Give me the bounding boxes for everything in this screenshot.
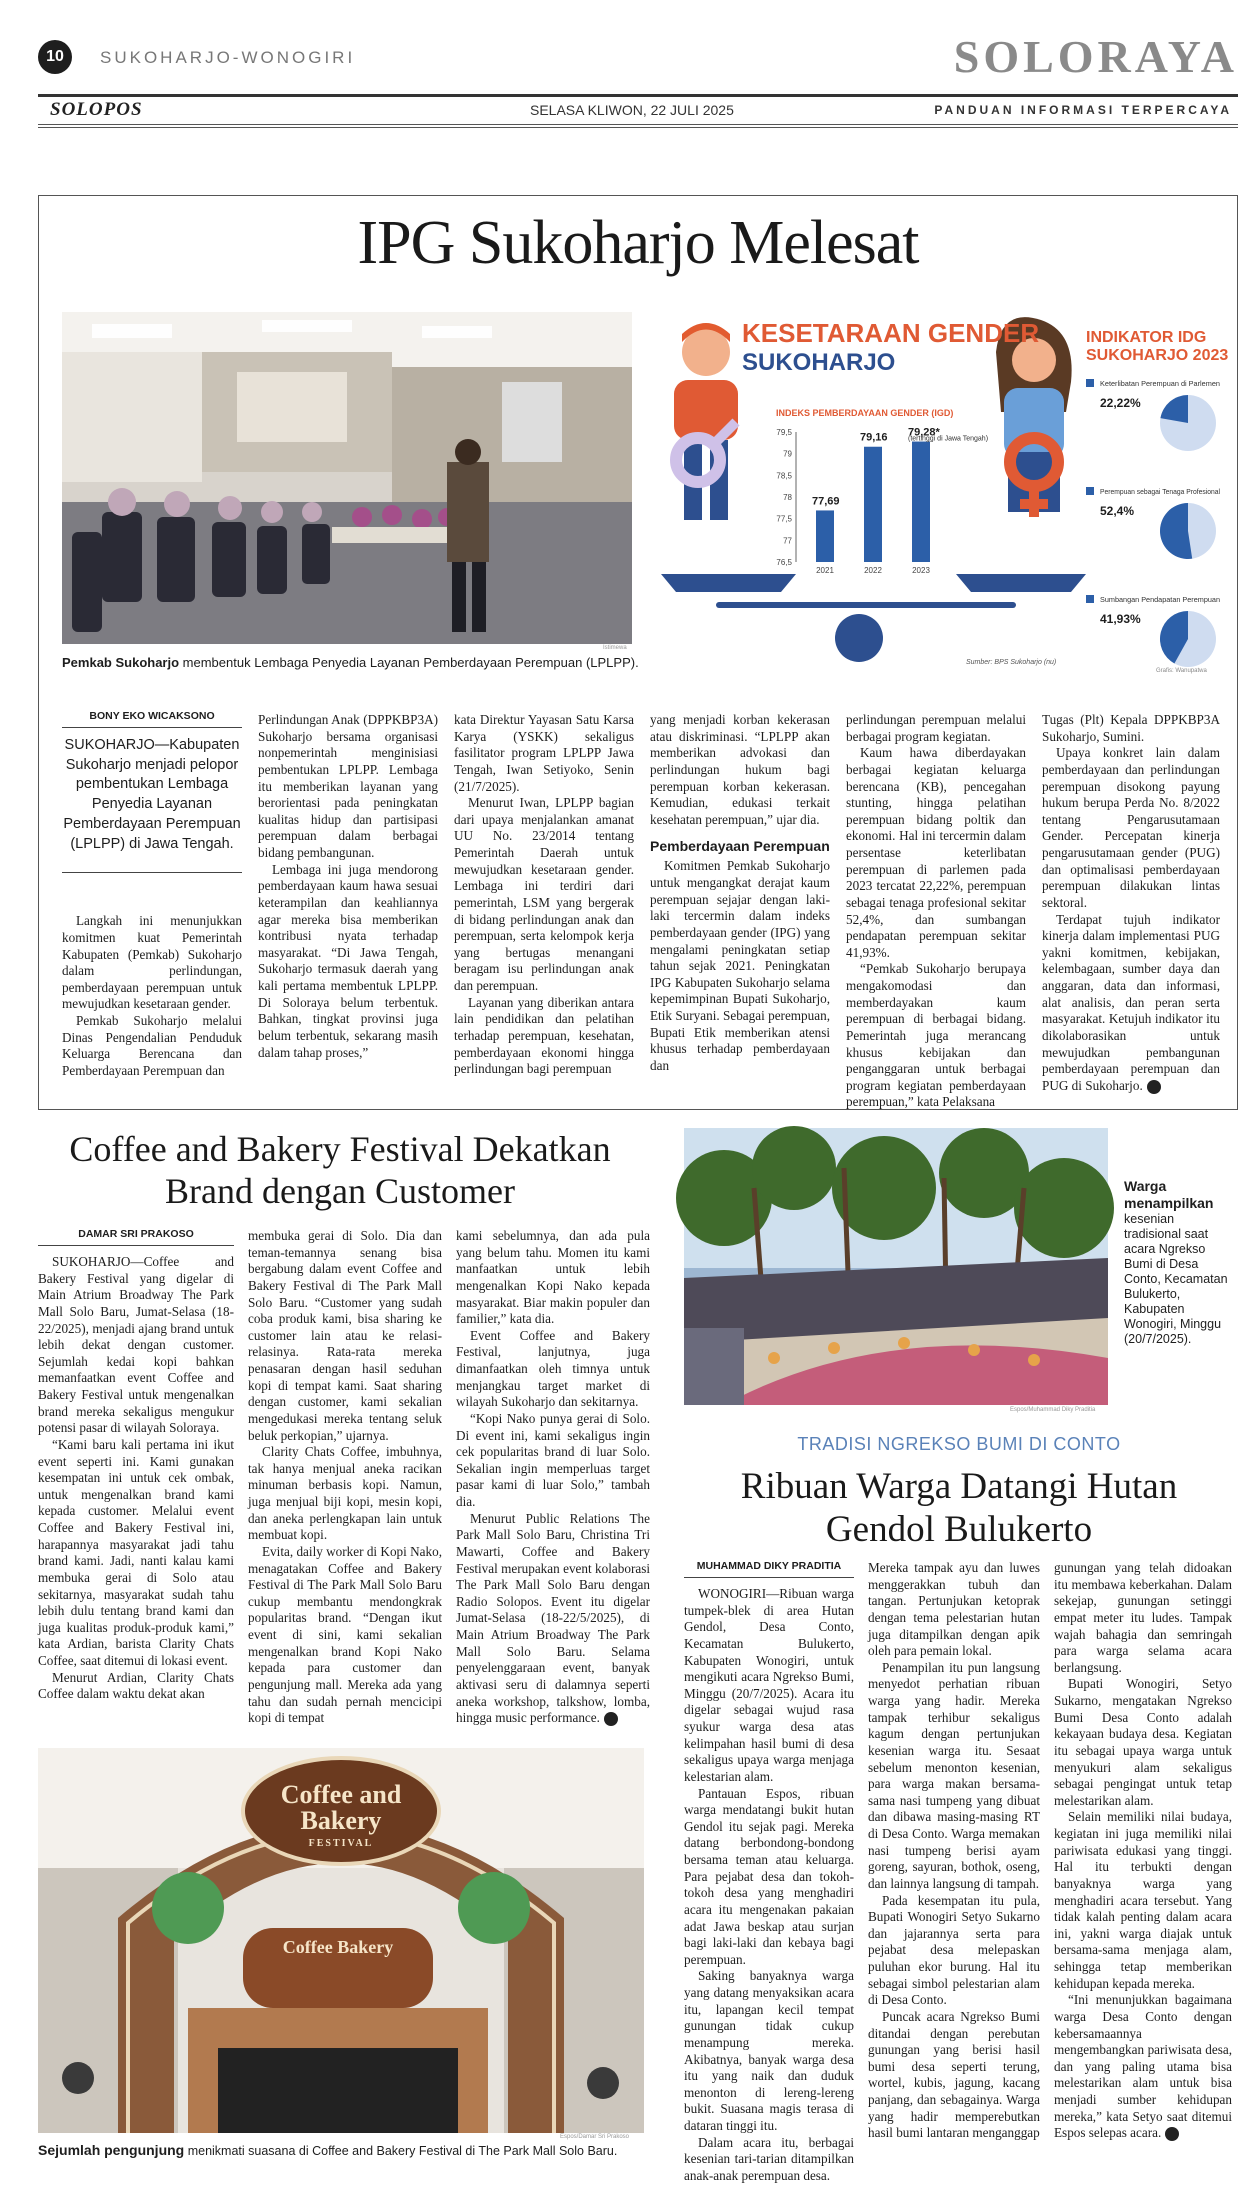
caption-text: menikmati suasana di Coffee and Bakery Festival di The Park Mall Solo Baru.	[187, 2144, 618, 2158]
end-mark-icon: ●	[604, 1712, 618, 1726]
caption-bold: Pemkab Sukoharjo	[62, 655, 180, 670]
bar-value-label: 77,69	[812, 495, 840, 508]
pie-label: Keterlibatan Perempuan di Parlemen	[1100, 379, 1220, 388]
infographic-source: Sumber: BPS Sukoharjo (nu)	[966, 659, 1057, 666]
paragraph: Layanan yang diberikan antara lain pendidikan dan pelatihan terhadap perempuan, kesehatan, pemberdayaan ekonomi hingga perlindungan bagi perempuan	[454, 994, 634, 1077]
indicator-title: INDIKATOR IDG	[1086, 329, 1207, 346]
end-mark-icon: ●	[1147, 1080, 1161, 1094]
paragraph: “Ini menunjukkan bagaimana warga Desa Conto dengan kebersamaannya mengembangkan pariwisata desa, dan yang paling utama bisa melestarikan alam untuk bisa menjadi sumber kehidupan mereka,” kata Setyo saat ditemui Espos selepas acara. ●	[1054, 1992, 1232, 2141]
meeting-photo-caption	[62, 655, 642, 671]
arch-title: Coffee and Bakery	[280, 1780, 402, 1835]
ipg-col4a-text	[650, 712, 830, 828]
ipg-col3-text	[454, 712, 634, 1078]
bar-2022	[864, 447, 882, 562]
paragraph: Selain memiliki nilai budaya, kegiatan ini juga memiliki nilai pariwisata edukasi yang tinggi. Hal itu terbukti dengan banyaknya warga yang menghadiri acara tersebut. Yang tidak kalah penting dalam acara ini, yakni warga diajak untuk bersama-sama menjaga alam, sehingga tetap memberikan kehidupan kepada mereka.	[1054, 1809, 1232, 1991]
meeting-photo-credit: Istimewa	[603, 645, 627, 651]
paragraph: Event Coffee and Bakery Festival, lanjutnya, juga dimanfaatkan oleh timnya untuk menjangkau target market di wilayah Sukoharjo dan sekitarnya.	[456, 1327, 650, 1410]
meeting-photo	[62, 312, 632, 644]
caption-bold: Warga menampilkan	[1124, 1178, 1214, 1211]
paragraph: “Pemkab Sukoharjo berupaya mengakomodasi dan memberdayakan kaum perempuan di berbagai bidang. Pemerintah juga merancang khusus kebijakan dan penganggaran untuk berbagai program kegiatan pemberdayaan perempuan,” kata Pelaksana	[846, 961, 1026, 1110]
caption-bold: Sejumlah pengunjung	[38, 2142, 185, 2158]
paragraph: Upaya konkret lain dalam pemberdayaan dan perlindungan perempuan disokong payung hukum berupa Perda No. 8/2022 tentang Pengarusutamaan Gender. Percepatan kinerja pengarusutamaan gender (PUG) dan optimalisasi pemberdayaan perempuan dilakukan lintas sektoral.	[1042, 745, 1220, 910]
pie-slice	[1160, 503, 1192, 559]
ngrekso-col2-text	[868, 1560, 1040, 2142]
paragraph: “Kami baru kali pertama ini ikut event seperti ini. Kami gunakan kesempatan ini untuk cek ombak, untuk mengenalkan brand kami kepada customer. Melalui event Coffee and Bakery Festival ini, harapannya masyarakat jadi tahu brand kami. Jadi, nanti kalau kami membuka gerai di Solo atau sekitarnya, masyarakat sudah tahu lebih dulu tentang brand kami dan juga kualitas produk-produk kami,” kata Ardian, barista Clarity Chats Coffee, saat ditemui di lokasi event.	[38, 1436, 234, 1668]
paragraph: yang menjadi korban kekerasan atau diskriminasi. “LPLPP akan memberikan advokasi dan perlindungan hukum bagi perempuan korban kekerasan. Kemudian, edukasi terkait kesehatan perempuan,” ujar dia.	[650, 712, 830, 827]
indicator-subtitle: SUKOHARJO 2023	[1086, 347, 1229, 364]
legend-square	[1086, 595, 1094, 603]
y-tick-label: 77,5	[776, 514, 792, 524]
header-rule-bottom	[38, 124, 1238, 128]
paragraph: kami sebelumnya, dan ada pula yang belum tahu. Momen itu kami manfaatkan untuk lebih mengenalkan Kopi Nako kepada masyarakat. Biar makin populer dan familier,” kata dia.	[456, 1228, 650, 1327]
tagline: PANDUAN INFORMASI TERPERCAYA	[934, 103, 1232, 117]
paragraph: WONOGIRI—Ribuan warga tumpek-blek di area Hutan Gendol, Desa Conto, Kecamatan Bulukerto, Kabupaten Wonogiri, untuk mengikuti acara Ngrekso Bumi, Minggu (20/7/2025). Acara itu digelar sebagai wujud rasa syukur warga desa atas kelimpahan hasil bumi di desa sekaligus upaya warga menjaga kelestarian alam.	[684, 1586, 854, 1784]
ngrekso-byline: MUHAMMAD DIKY PRADITIA	[684, 1560, 854, 1578]
ngrekso-title: Ribuan Warga Datangi Hutan Gendol Bulukerto	[740, 1466, 1178, 1550]
ngrekso-kicker: TRADISI NGREKSO BUMI DI CONTO	[797, 1434, 1121, 1454]
ipg-col1	[62, 710, 242, 1080]
paragraph: membuka gerai di Solo. Dia dan teman-temannya senang bisa bergabung dalam event Coffee and Bakery Festival di The Park Mall Solo Baru. “Customer yang sudah coba produk kami, bisa sharing ke customer lain atau ke relasi-relasinya. Rata-rata mereka penasaran dengan hasil seduhan kopi di tempat kami. Saat sharing dengan customer, kami sekalian mengedukasi mereka tentang seluk beluk perkopian,” ujarnya.	[248, 1228, 442, 1443]
infographic-svg	[656, 312, 1229, 674]
paragraph: Tugas (Plt) Kepala DPPKBP3A Sukoharjo, Sumini.	[1042, 712, 1220, 744]
header-rule	[38, 94, 1238, 97]
bar-note: (tertinggi di Jawa Tengah)	[908, 435, 989, 443]
paragraph: Puncak acara Ngrekso Bumi ditandai dengan perebutan gunungan yang berisi hasil bumi desa seperti terung, wortel, kubis, jagung, kacang panjang, dan sebagainya. Warga yang hadir memperebutkan hasil bumi lantaran menganggap	[868, 2008, 1040, 2141]
paragraph: Kaum hawa diberdayakan berbagai kegiatan keluarga berencana (KB), pencegahan stunting, hingga pelatihan perempuan bidang poltik dan ekonomi. Hal ini tercermin dalam persentase keterlibatan perempuan di parlemen pada 2023 tercatat 22,22%, perempuan sebagai tenaga profesional sekitar 52,4%, dan sumbangan pendapatan perempuan sekitar 41,93%.	[846, 745, 1026, 960]
paragraph: Clarity Chats Coffee, imbuhnya, tak hanya menjual aneka racikan minuman berbasis kopi. Namun, juga menjual biji kopi, mesin kopi, dan aneka perlengkapan lain untuk membuat kopi.	[248, 1444, 442, 1543]
bar-value-label: 79,28*	[908, 426, 940, 439]
section-label: SUKOHARJO-WONOGIRI	[100, 48, 356, 67]
ipg-col5-text	[846, 712, 1026, 1111]
legend-square	[1086, 487, 1094, 495]
x-tick-label: 2022	[864, 566, 882, 575]
y-tick-label: 79,5	[776, 428, 792, 437]
ipg-bar-chart	[776, 427, 988, 575]
brand-title: SOLORAYA	[953, 31, 1238, 82]
pie-label: Sumbangan Pendapatan Perempuan	[1100, 595, 1220, 604]
paragraph: Langkah ini menunjukkan komitmen kuat Pemerintah Kabupaten (Pemkab) Sukoharjo dalam perlindungan, pemberdayaan perempuan untuk mewujudkan kesetaraan gender.	[62, 913, 242, 1012]
paragraph: Dalam acara itu, berbagai kesenian tari-tarian ditampilkan anak-anak perempuan desa.	[684, 2134, 854, 2183]
paragraph: perlindungan perempuan melalui berbagai program kegiatan.	[846, 712, 1026, 744]
coffee-col2-text	[248, 1228, 442, 1727]
paragraph: Pemkab Sukoharjo melalui Dinas Pengendalian Penduduk Keluarga Berencana dan Pemberdayaan Perempuan dan	[62, 1013, 242, 1078]
coffee-col3-text	[456, 1228, 650, 1727]
infographic-subtitle: SUKOHARJO	[742, 349, 896, 376]
paragraph: Menurut Public Relations The Park Mall Solo Baru, Christina Tri Mawarti, Coffee and Bakery Festival merupakan event kolaborasi The Park Mall Solo Baru dengan Radio Solopos. Event itu digelar Jumat-Selasa (18-22/5/2025), di Main Atrium Broadway The Park Mall Solo Baru. Selama penyelenggaraan event, banyak aktivasi seru di dalamnya seperti aneka workshop, talkshow, lomba, hingga music performance. ●	[456, 1510, 650, 1726]
paragraph: Terdapat tujuh indikator kinerja dalam implementasi PUG yakni komitmen, kebijakan, kelembagaan, sumber daya dan anggaran, data dan informasi, alat analisis, dan peran serta masyarakat. Ketujuh indikator itu dikolaborasikan untuk mewujudkan pembangunan pemberdayaan perempuan dan PUG di Sukoharjo. ●	[1042, 911, 1220, 1093]
paragraph: Pantauan Espos, ribuan warga mendatangi bukit hutan Gendol itu sejak pagi. Mereka datang berbondong-bondong bersama teman atau keluarga. Para pejabat desa dan tokoh-tokoh desa yang menghadiri acara itu mengenakan pakaian adat Jawa beskap atau surjan bagi laki-laki dan kebaya bagi perempuan.	[684, 1785, 854, 1967]
end-mark-icon: ●	[1165, 2127, 1179, 2141]
y-tick-label: 77	[783, 536, 792, 546]
caption-text: kesenian tradisional saat acara Ngrekso Bumi di Desa Conto, Kecamatan Bulukerto, Kabupaten Wonogiri, Minggu (20/7/2025).	[1124, 1212, 1228, 1346]
coffee-col1	[38, 1228, 234, 1703]
paragraph: Saking banyaknya warga yang datang menyaksikan acara itu, lapangan kecil tempat gunungan tidak cukup menampung mereka. Akibatnya, banyak warga desa itu yang naik dan duduk menonton di lereng-lereng bukit. Suasana magis terasa di dataran tinggi itu.	[684, 1968, 854, 2133]
arch-subtitle: FESTIVAL	[308, 1838, 374, 1849]
y-tick-label: 76,5	[776, 558, 792, 567]
paragraph: kata Direktur Yayasan Satu Karsa Karya (YSKK) sekaligus fasilitator program LPLPP Jawa Tengah, Iwan Setiyoko, Senin (21/7/2025).	[454, 712, 634, 794]
coffee-photo-credit: Espos/Damar Sri Prakoso	[560, 2134, 630, 2140]
paragraph: Evita, daily worker di Kopi Nako, menagatakan Coffee and Bakery Festival di The Park Mall Solo Baru cukup membantu mendongkrak popularitas brand. “Dengan ikut event di sini, kami sekalian mengenalkan brand Kopi Nako kepada para customer dan pengunjung mall. Mereka ada yang tahu dan sudah pernah mencicipi kopi di tempat	[248, 1543, 442, 1726]
paragraph: “Kopi Nako punya gerai di Solo. Di event ini, kami sekaligus ingin cek popularitas brand di luar Solo. Sekalian ingin memperluas target pasar kami di luar Solo,” tambah dia.	[456, 1410, 650, 1509]
paragraph: Menurut Iwan, LPLPP bagian dari upaya menjalankan amanat UU No. 23/2014 tentang Pemerintah Daerah untuk mewujudkan kesetaraan gender. Lembaga ini terdiri dari pemerintah, LSM yang bergerak di bidang perlindungan anak dan perempuan, serta kelompok kerja yang bertugas menangani beragam isu perlindungan anak dan perempuan.	[454, 795, 634, 993]
arch-sign	[241, 1756, 441, 1866]
ipg-col4b-text	[650, 858, 830, 1074]
issue-date: SELASA KLIWON, 22 JULI 2025	[530, 102, 734, 118]
ngrekso-col3-text	[1054, 1560, 1232, 2142]
infographic-title: KESETARAAN GENDER	[742, 318, 1040, 348]
paragraph: Perlindungan Anak (DPPKBP3A) Sukoharjo bersama organisasi nonpemerintah menginisiasi pembentukan LPLPP. Lembaga itu memberikan layanan yang berorientasi pada peningkatan kualitas hidup dan partisipasi perempuan dalam berbagai bidang pembangunan.	[258, 712, 438, 860]
paragraph: Menurut Ardian, Clarity Chats Coffee dalam waktu dekat akan	[38, 1669, 234, 1702]
paragraph: Lembaga ini juga mendorong pemberdayaan kaum hawa sesuai keterampilan dan keahliannya agar mereka bisa memberikan kontribusi nyata terhadap masyarakat. “Di Jawa Tengah, Sukoharjo termasuk daerah yang kali pertama membentuk LPLPP. Di Soloraya belum terbentuk. Bahkan, tingkat provinsi juga belum terbentuk, sekarang masih dalam tahap proses,”	[258, 861, 438, 1060]
caption-text: membentuk Lembaga Penyedia Layanan Pemberdayaan Perempuan (LPLPP).	[182, 655, 639, 670]
pie-slice	[1160, 395, 1188, 423]
graphic-credit: Grafis: Wanupatwa	[1156, 668, 1207, 674]
coffee-festival-photo	[38, 1748, 644, 2133]
ipg-col6-text	[1042, 712, 1220, 1094]
ipg-byline: BONY EKO WICAKSONO	[62, 710, 242, 728]
ipg-lead: SUKOHARJO—Kabupaten Sukoharjo menjadi pelopor pembentukan Lembaga Penyedia Layanan Pemberdayaan Perempuan (LPLPP) di Jawa Tengah.	[62, 736, 242, 873]
ngrekso-col1	[684, 1560, 854, 2185]
coffee-photo-caption	[38, 2142, 658, 2159]
paragraph: gunungan yang telah didoakan itu membawa keberkahan. Dalam sekejap, gunungan setinggi empat meter itu ludes. Tampak wajah bahagia dan semringah para warga selama acara berlangsung.	[1054, 1560, 1232, 1675]
coffee-col1-text	[38, 1254, 234, 1703]
legend-square	[1086, 379, 1094, 387]
bar-2023	[912, 442, 930, 562]
infographic	[656, 312, 1229, 674]
x-tick-label: 2021	[816, 566, 834, 575]
ipg-col4	[650, 712, 830, 1075]
x-tick-label: 2023	[912, 566, 930, 575]
paragraph: Pada kesempatan itu pula, Bupati Wonogiri Setyo Sukarno dan jajarannya serta para pejabat desa melepaskan puluhan ekor burung. Hal itu sebagai simbol pelestarian alam di Desa Conto.	[868, 1892, 1040, 2008]
male-figure-icon	[674, 323, 738, 520]
ipg-subhead: Pemberdayaan Perempuan	[650, 838, 830, 855]
y-tick-label: 79	[783, 449, 792, 459]
paper-logo: SOLOPOS	[50, 99, 143, 120]
pie-value-label: 52,4%	[1100, 504, 1135, 518]
coffee-byline: DAMAR SRI PRAKOSO	[38, 1228, 234, 1246]
bar-value-label: 79,16	[860, 431, 888, 444]
bar-2021	[816, 510, 834, 562]
bar-chart-title: INDEKS PEMBERDAYAAN GENDER (IGD)	[776, 408, 954, 418]
stand-sign: Coffee Bakery	[282, 1937, 394, 1957]
ngrekso-photo-credit: Espos/Muhammad Diky Praditia	[1010, 1407, 1096, 1413]
pie-value-label: 41,93%	[1100, 612, 1141, 626]
paragraph: Mereka tampak ayu dan luwes menggerakkan tubuh dan tangan. Pertunjukan ketoprak dengan tema pelestarian hutan juga ditampilkan dengan apik oleh para pemain lokal.	[868, 1560, 1040, 1659]
idg-pie-charts	[1086, 379, 1220, 667]
y-tick-label: 78	[783, 493, 792, 502]
pie-value-label: 22,22%	[1100, 396, 1141, 410]
paragraph: Penampilan itu pun langsung menyedot perhatian ribuan warga yang hadir. Mereka tampak terhibur sekaligus kagum dengan pertunjukan kesenian warga itu. Sesaat sebelum menonton kesenian, para warga makan bersama-sama nasi tumpeng yang dibuat dan dibawa masing-masing RT di Desa Conto. Warga memakan nasi tumpeng berisi ayam goreng, sayuran, bothok, oseng, dan lainnya langsung di tampah.	[868, 1659, 1040, 1891]
ngrekso-col1-text	[684, 1586, 854, 2185]
ngrekso-bumi-photo	[684, 1128, 1108, 1405]
paragraph: Bupati Wonogiri, Setyo Sukarno, mengatakan Ngrekso Bumi Desa Conto adalah kekayaan budaya desa. Kegiatan itu sebagai upaya warga untuk menyukuri alam sekaligus sebagai pengingat untuk tetap melestarikan alam.	[1054, 1676, 1232, 1808]
ipg-col1-text	[62, 913, 242, 1079]
pie-label: Perempuan sebagai Tenaga Profesional	[1100, 487, 1221, 496]
ipg-col2-text	[258, 712, 438, 1061]
ngrekso-photo-caption	[1124, 1178, 1234, 1347]
article-ipg-title: IPG Sukoharjo Melesat	[357, 209, 919, 277]
paragraph: SUKOHARJO—Coffee and Bakery Festival yang digelar di Main Atrium Broadway The Park Mall Solo Baru, Jumat-Selasa (18-22/2025), menjadi ajang brand untuk lebih dekat dengan customer. Sejumlah kedai kopi bahkan memanfaatkan event Coffee and Bakery Festival untuk mengenalkan brand mereka sekaligus mengukur potensi pasar di wilayah Soloraya.	[38, 1254, 234, 1436]
y-tick-label: 78,5	[776, 471, 792, 481]
paragraph: Komitmen Pemkab Sukoharjo untuk mengangkat derajat kaum perempuan sejajar dengan laki-laki tercermin dalam indeks pemberdayaan gender (IPG) yang mengalami peningkatan setiap tahun sejak 2021. Peningkatan IPG Kabupaten Sukoharjo selama kepemimpinan Bupati Sukoharjo, Etik Suryani. Sebagai perempuan, Bupati Etik memberikan atensi khusus terhadap pemberdayaan dan	[650, 858, 830, 1073]
coffee-title: Coffee and Bakery Festival Dekatkan Brand dengan Customer	[69, 1129, 611, 1212]
page-number-badge: 10	[38, 40, 72, 74]
